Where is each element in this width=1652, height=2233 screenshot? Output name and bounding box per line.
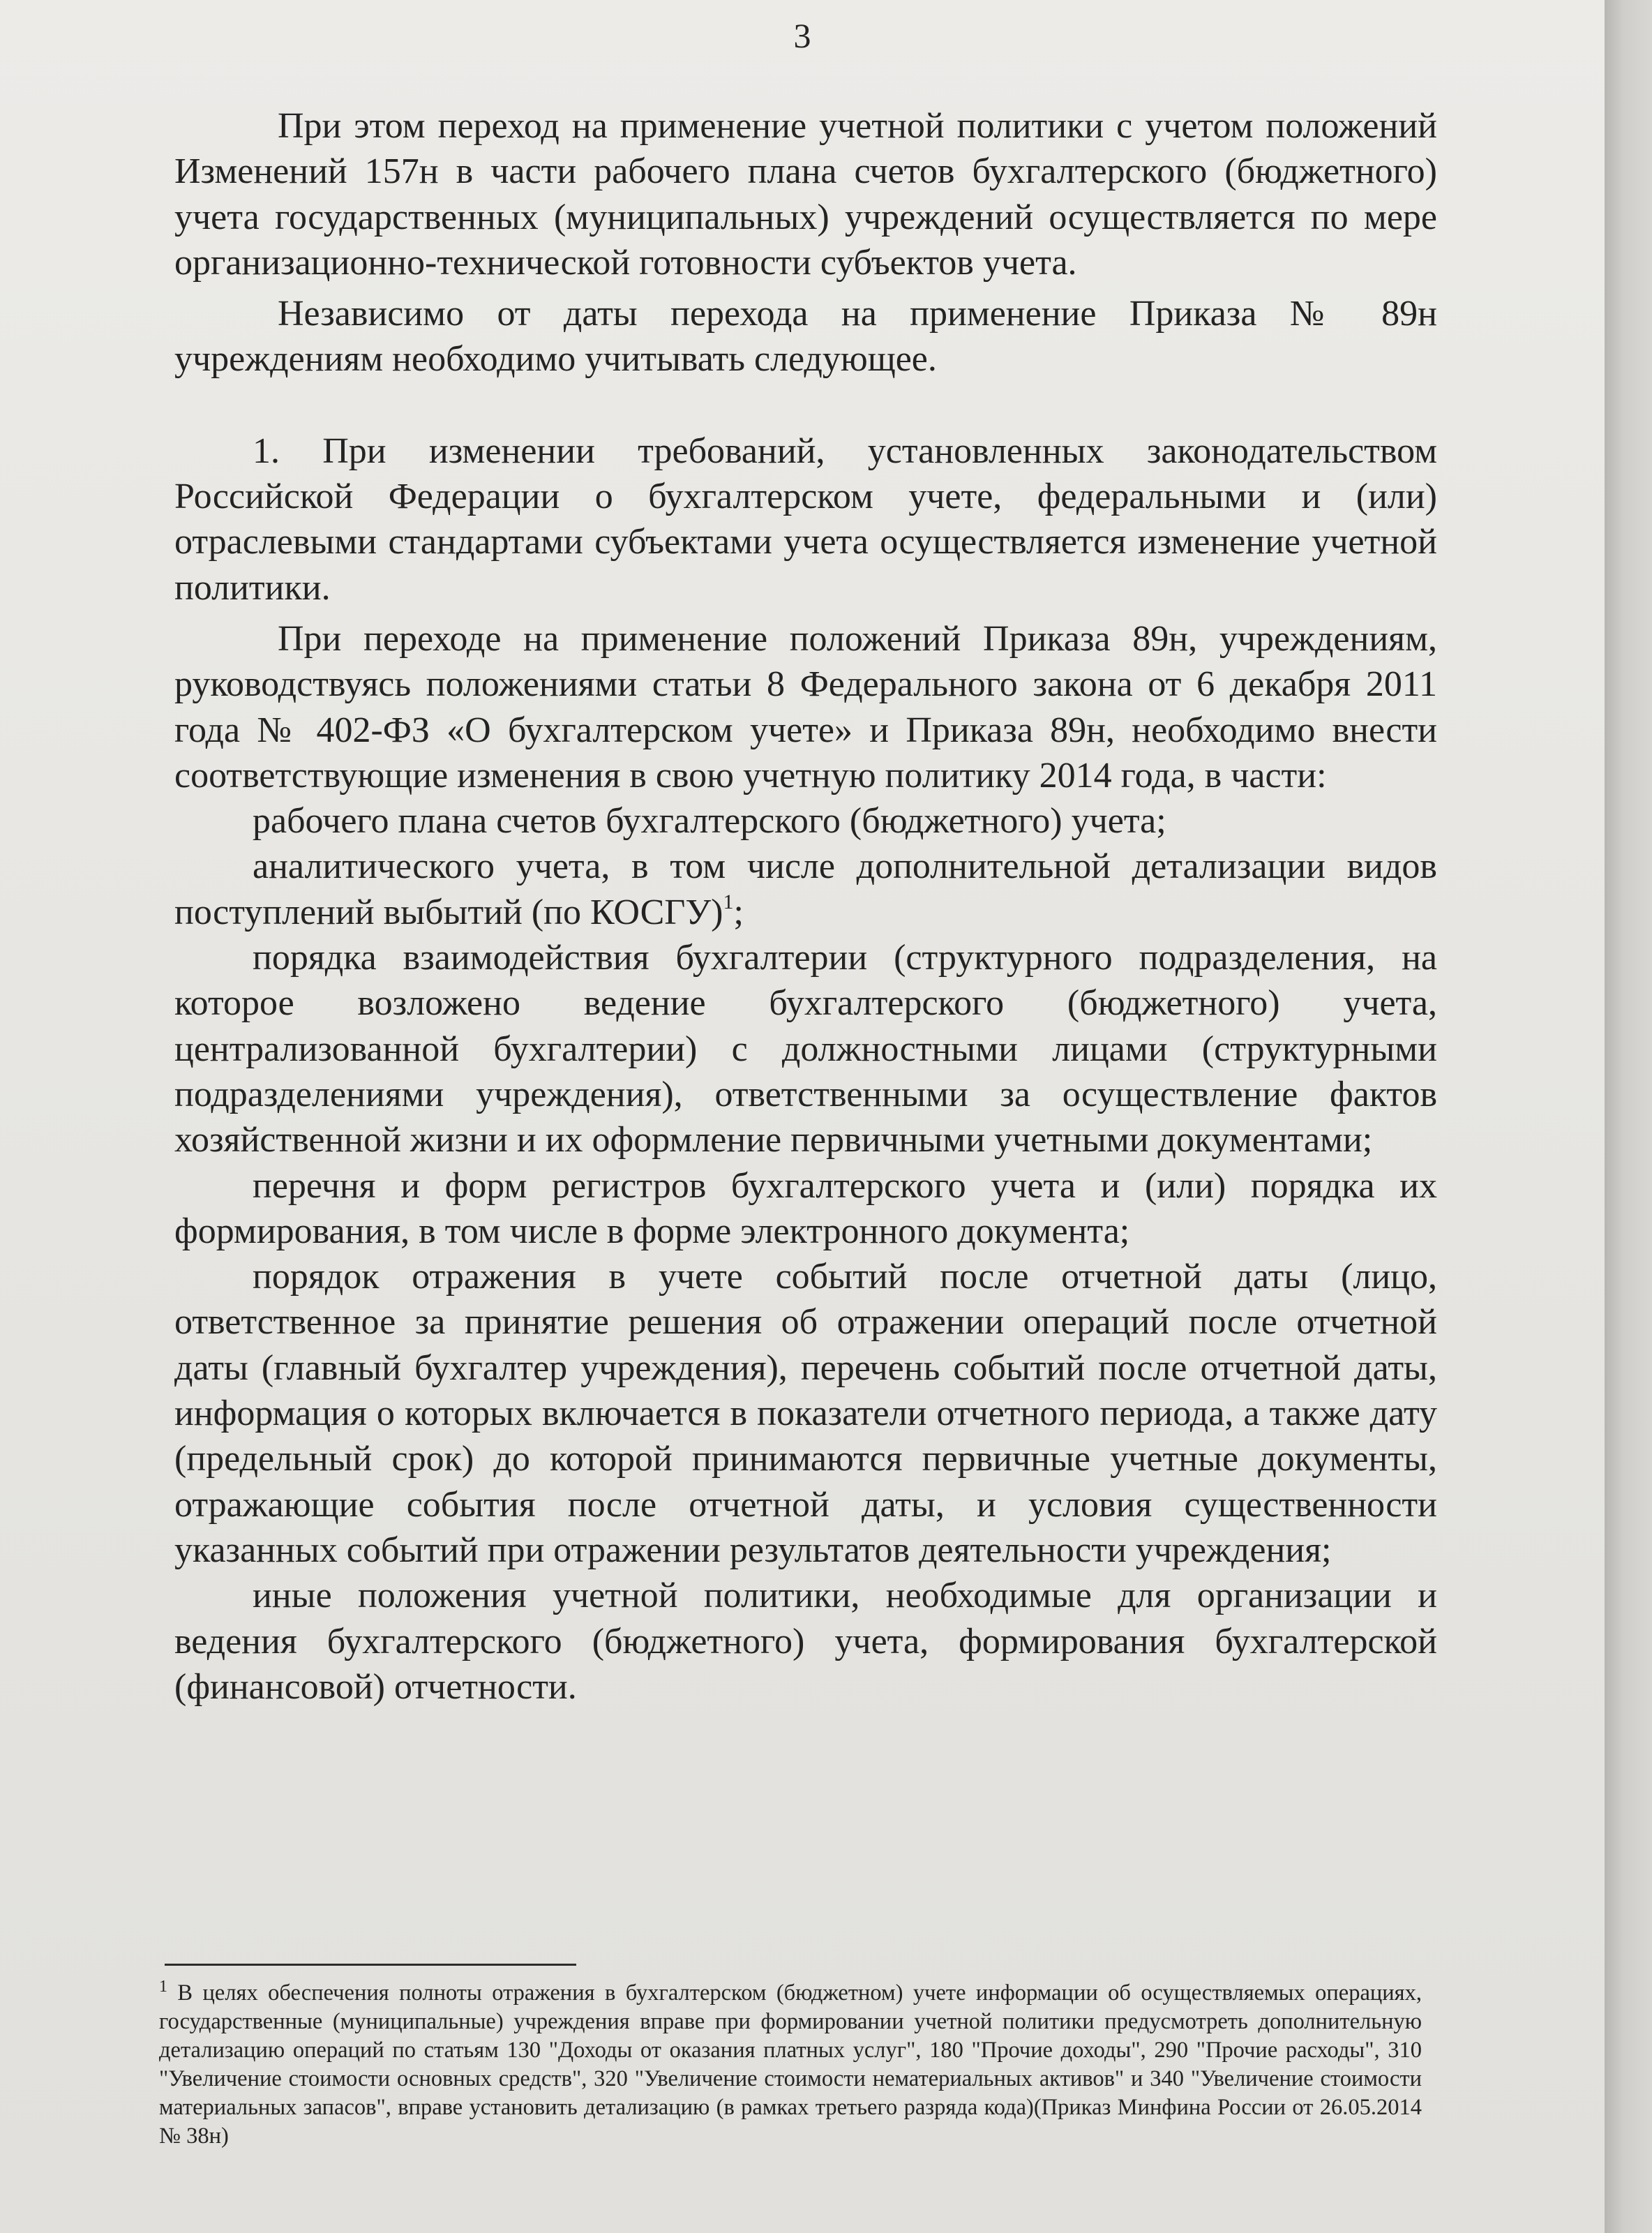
list-item-kosgu-text: аналитического учета, в том числе дополнительной детализации видов поступлений выбытий (по КОСГУ): [174, 846, 1437, 932]
document-body: [174, 103, 1437, 1710]
paragraph-point-1: 1. При изменении требований, установленных законодательством Российской Федерации о бухгалтерском учете, федеральными и (или) отраслевыми стандартами субъектами учета осуществляется изменение учетной политики.: [174, 431, 1437, 608]
page-edge-background: [1605, 0, 1652, 2233]
list-item: порядка взаимодействия бухгалтерии (структурного подразделения, на которое возложено ведение бухгалтерского (бюджетного) учета, централизованной бухгалтерии) с должностными лицами (структурными подразделениями учреждения), ответственными за осуществление фактов хозяйственной жизни и их оформление первичными учетными документами;: [174, 938, 1437, 1160]
footnote: [159, 1979, 1422, 2151]
list-item-kosgu-end: ;: [733, 892, 744, 932]
paragraph-regardless: Независимо от даты перехода на применение Приказа № 89н учреждениям необходимо учитывать следующее.: [174, 294, 1437, 380]
list-item-kosgu: [174, 844, 1437, 935]
footnote-separator: [165, 1964, 576, 1966]
paragraph-transition-89n: При переходе на применение положений Приказа 89н, учреждениям, руководствуясь положениями статьи 8 Федерального закона от 6 декабря 2011 года № 402-ФЗ «О бухгалтерском учете» и Приказа 89н, необходимо внести соответствующие изменения в свою учетную политику 2014 года, в части:: [174, 618, 1437, 796]
list-item: порядок отражения в учете событий после отчетной даты (лицо, ответственное за принятие решения об отражении операций после отчетной даты (главный бухгалтер учреждения), перечень событий после отчетной даты, информация о которых включается в показатели отчетного периода, а также дату (предельный срок) до которой принимаются первичные учетные документы, отражающие события после отчетной даты, и условия существенности указанных событий при отражении результатов деятельности учреждения;: [174, 1257, 1437, 1570]
list-item: рабочего плана счетов бухгалтерского (бюджетного) учета;: [253, 801, 1166, 842]
list-item: перечня и форм регистров бухгалтерского учета и (или) порядка их формирования, в том числе в форме электронного документа;: [174, 1165, 1437, 1251]
footnote-text: В целях обеспечения полноты отражения в бухгалтерском (бюджетном) учете информации об осуществляемых операциях, государственные (муниципальные) учреждения вправе при формировании учетной политики предусмотреть дополнительную детализацию операций по статьям 130 "Доходы от оказания платных услуг", 180 "Прочие доходы", 290 "Прочие расходы", 310 "Увеличение стоимости основных средств", 320 "Увеличение стоимости нематериальных активов" и 340 "Увеличение стоимости материальных запасов", вправе установить детализацию (в рамках третьего разряда кода)(Приказ Минфина России от 26.05.2014 № 38н): [159, 1980, 1422, 2149]
page-number: 3: [793, 16, 811, 55]
footnote-mark: 1: [159, 1978, 167, 1996]
list-item: иные положения учетной политики, необходимые для организации и ведения бухгалтерского (бюджетного) учета, формирования бухгалтерской (финансовой) отчетности.: [174, 1576, 1437, 1707]
paragraph-transition: При этом переход на применение учетной политики с учетом положений Изменений 157н в части рабочего плана счетов бухгалтерского (бюджетного) учета государственных (муниципальных) учреждений осуществляется по мере организационно-технической готовности субъектов учета.: [174, 106, 1437, 283]
footnote-reference: 1: [723, 890, 734, 913]
